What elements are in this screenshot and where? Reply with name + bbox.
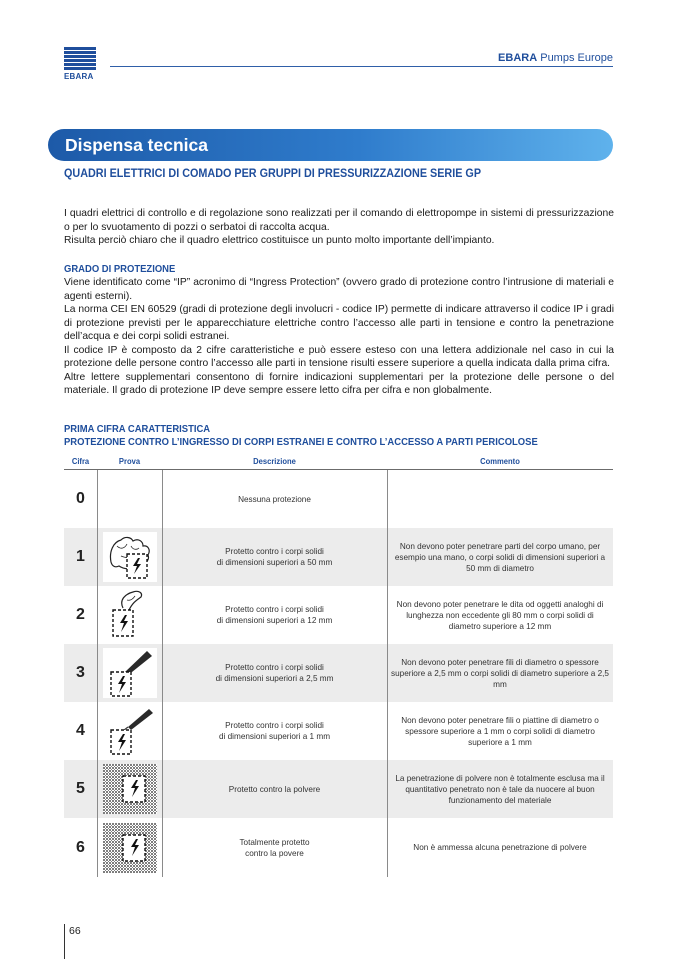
table-row [64, 760, 613, 818]
brand-header [498, 52, 613, 64]
brand-bold: EBARA [498, 52, 538, 64]
intro-text [64, 207, 614, 248]
protection-paragraph: Altre lettere supplementari consentono di fornire indicazioni supplementari per la protezione delle persone o del materiale. Il grado di protezione IP deve sempre essere letto cifra per cifra e non globalmente. [64, 371, 614, 396]
row-digit: 6 [76, 838, 85, 856]
col-header-commento: Commento [480, 457, 520, 466]
logo-icon [64, 47, 96, 71]
row-comment: Non devono poter penetrare le dita od oggetti analoghi di lunghezza non eccedente gli 80 mm o corpi solidi di diametro superiore a 12 mm [396, 599, 604, 631]
table-row [64, 644, 613, 702]
row-digit: 1 [76, 548, 85, 565]
row-test-cell [97, 760, 162, 818]
brand-rest: Pumps Europe [537, 52, 613, 64]
tool-icon [103, 648, 157, 698]
row-description: Nessuna protezione [238, 494, 311, 504]
table-row [64, 528, 613, 586]
first-digit-subtitle: PROTEZIONE CONTRO L’INGRESSO DI CORPI ESTRANEI E CONTRO L’ACCESSO A PARTI PERICOLOSE [64, 436, 538, 448]
protection-paragraph: La norma CEI EN 60529 (gradi di protezione degli involucri - codice IP) permette di indicare attraverso il codice IP i gradi di protezione previsti per le apparecchiature elettriche contro l’accesso alle parti in tensione e contro la penetrazione dell’acqua e dei corpi solidi estranei. [64, 304, 614, 342]
ebara-logo [64, 47, 96, 81]
intro-paragraph: I quadri elettrici di controllo e di regolazione sono realizzati per il comando di elettropompe in sistemi di pressurizzazione o per lo svuotamento di pozzi o serbatoi di raccolta acqua. [64, 208, 614, 233]
table-row [64, 470, 613, 528]
row-comment: Non devono poter penetrare fili o piattine di diametro o spessore superiore a 1 mm o corpi solidi di diametro superiore a 1 mm [401, 715, 599, 747]
column-divider [162, 470, 163, 877]
row-digit: 0 [76, 490, 85, 507]
row-description: Protetto contro i corpi solidi di dimensioni superiori a 1 mm [218, 721, 331, 741]
col-header-cifra: Cifra [71, 457, 90, 466]
row-digit: 2 [76, 606, 85, 623]
row-description: Protetto contro i corpi solidi di dimensioni superiori a 2,5 mm [215, 663, 334, 683]
row-description: Protetto contro la polvere [228, 784, 321, 794]
row-digit: 4 [76, 722, 85, 739]
row-description: Protetto contro i corpi solidi di dimensioni superiori a 50 mm [216, 547, 333, 567]
intro-paragraph: Risulta perciò chiaro che il quadro elettrico costituisce un punto molto importante dell’impianto. [64, 235, 495, 246]
column-divider [97, 470, 98, 877]
table-row [64, 702, 613, 760]
row-comment: Non è ammessa alcuna penetrazione di polvere [413, 843, 587, 852]
dust-tight-icon [103, 823, 157, 873]
page-number-bar [64, 924, 65, 959]
section-banner [48, 129, 613, 161]
wire-icon [103, 706, 157, 756]
document-subtitle: QUADRI ELETTRICI DI COMADO PER GRUPPI DI PRESSURIZZAZIONE SERIE GP [64, 166, 482, 180]
row-test-cell [97, 586, 162, 644]
logo-text: EBARA [64, 72, 94, 81]
column-divider [387, 470, 388, 877]
row-test-cell [97, 644, 162, 702]
row-test-cell [97, 528, 162, 586]
row-test-cell [97, 470, 162, 528]
row-test-cell [97, 702, 162, 760]
row-test-cell [97, 818, 162, 877]
protection-title: GRADO DI PROTEZIONE [64, 263, 176, 275]
col-header-prova: Prova [118, 457, 141, 466]
row-digit: 3 [76, 664, 85, 681]
row-comment: Non devono poter penetrare parti del corpo umano, per esempio una mano, o corpi solidi di dimensioni superiori a 50 mm di diametro [394, 541, 606, 573]
table-row [64, 586, 613, 644]
row-digit: 5 [76, 780, 85, 797]
page-number: 66 [69, 925, 81, 937]
hand-icon [103, 532, 157, 582]
dust-icon [103, 764, 157, 814]
finger-icon [103, 590, 157, 640]
protection-paragraph: Viene identificato come “IP” acronimo di “Ingress Protection” (ovvero grado di protezione contro l’intrusione di materiali e agenti esterni). [64, 277, 614, 302]
row-description: Protetto contro i corpi solidi di dimensioni superiori a 12 mm [216, 605, 333, 625]
col-header-descrizione: Descrizione [253, 457, 296, 466]
row-comment: Non devono poter penetrare fili di diametro o spessore superiore a 2,5 mm o corpi solidi di diametro superiore a 2,5 mm [391, 657, 609, 689]
row-comment [387, 470, 613, 528]
row-comment: La penetrazione di polvere non è totalmente esclusa ma il quantitativo penetrato non è tale da nuocere al buon funzionamento del materiale [395, 773, 605, 805]
protection-paragraph: Il codice IP è composto da 2 cifre caratteristiche e può essere esteso con una lettera addizionale nel caso in cui la protezione delle persone contro l’accesso alle parti in tensione risulti essere superiore a quella indicata dalla prima cifra. [64, 344, 614, 369]
header-divider [110, 66, 613, 67]
first-digit-title: PRIMA CIFRA CARATTERISTICA [64, 423, 211, 435]
protection-text [64, 276, 614, 398]
table-row [64, 818, 613, 877]
banner-title: Dispensa tecnica [65, 135, 208, 155]
row-description: Totalmente protetto contro la povere [239, 837, 310, 858]
